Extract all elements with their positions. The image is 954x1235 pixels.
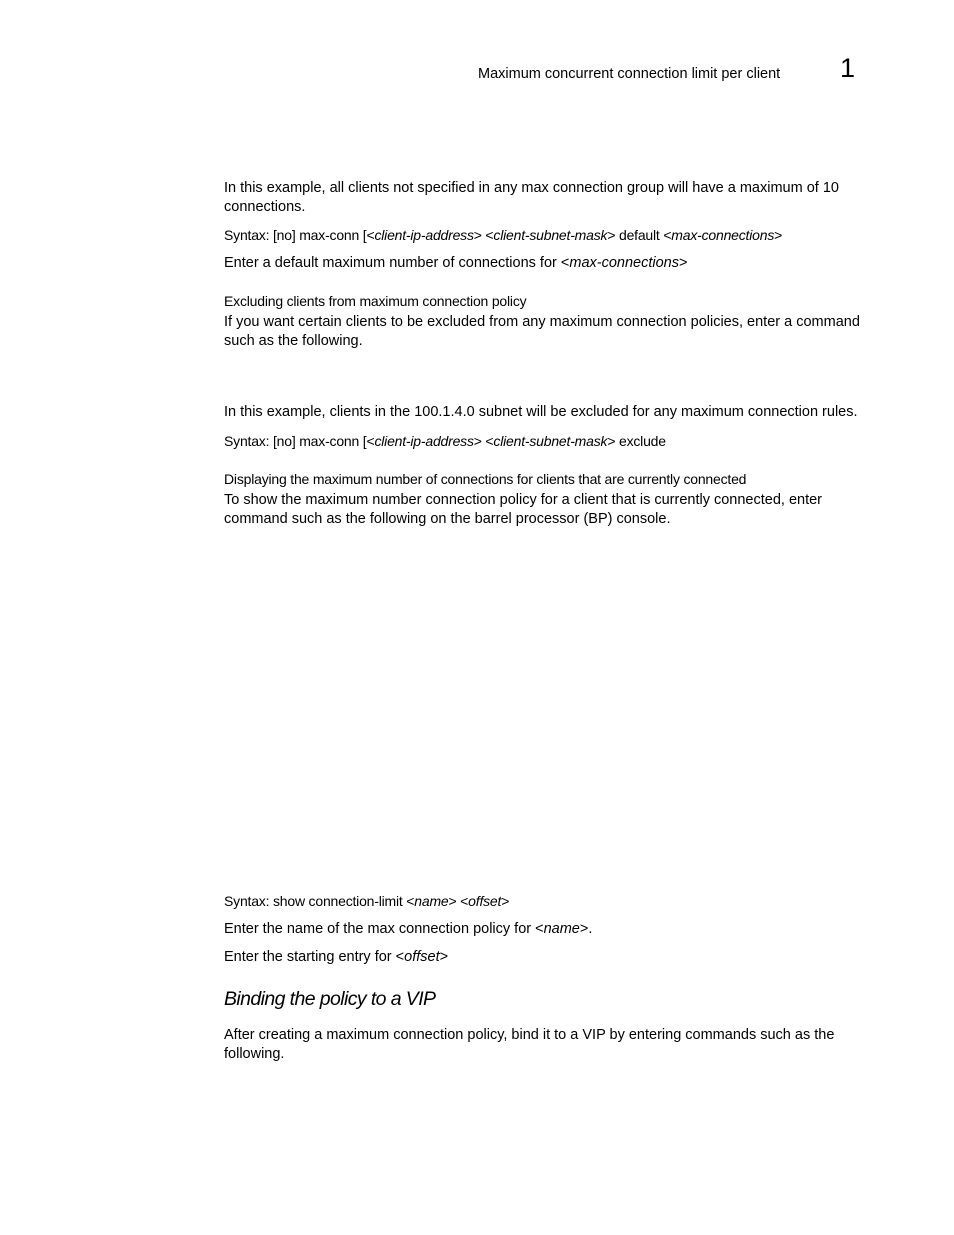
paragraph-offset [224,948,874,967]
syntax-arg-client-ip: client-ip-address [374,227,474,243]
paragraph-excluding: If you want certain clients to be excluded from any maximum connection policies, enter a command such as the following. [224,314,860,349]
syntax-sep: < [659,227,672,243]
syntax-sep: > [607,433,619,449]
syntax-keyword-exclude: exclude [618,433,666,449]
syntax-default [224,226,874,245]
chapter-number: 1 [840,53,856,83]
arg: offset [404,949,440,965]
syntax-sep: > [607,227,619,243]
subheading-displaying: Displaying the maximum number of connections for clients that are currently connected [224,471,747,487]
syntax-sep: > [501,893,510,909]
arg: max-connections [569,255,679,271]
text: > [439,949,449,965]
syntax-arg-max-connections: max-connections [671,227,775,243]
syntax-arg-name: name [414,893,449,909]
text: Enter the name of the max connection policy for < [224,921,544,937]
syntax-exclude [224,432,874,451]
paragraph-enter-default [224,254,874,273]
paragraph-name [224,920,874,939]
text: >. [579,921,593,937]
syntax-prefix: Syntax: show connection-limit < [224,893,415,909]
text: > [678,255,688,271]
running-header-title: Maximum concurrent connection limit per client [478,66,781,82]
paragraph-binding: After creating a maximum connection policy, bind it to a VIP by entering commands such as the following. [224,1027,835,1062]
syntax-show [224,892,874,911]
syntax-arg-subnet-mask: client-subnet-mask [493,227,608,243]
syntax-arg-client-ip: client-ip-address [374,433,474,449]
syntax-arg-offset: offset [468,893,502,909]
syntax-sep: > < [473,227,494,243]
syntax-sep: > [774,227,783,243]
syntax-keyword-default: default [618,227,660,243]
paragraph-displaying: To show the maximum number connection policy for a client that is currently connected, enter command such as the following on the barrel processor (BP) console. [224,492,823,527]
paragraph-exclude-example: In this example, clients in the 100.1.4.0 subnet will be excluded for any maximum connection rules. [224,404,858,420]
text: Enter the starting entry for < [224,949,405,965]
paragraph-default-example: In this example, all clients not specified in any max connection group will have a maximum of 10 connections. [224,180,839,215]
arg: name [543,921,580,937]
syntax-sep: > < [473,433,494,449]
syntax-prefix: Syntax: [no] max-conn [< [224,227,375,243]
section-heading-binding: Binding the policy to a VIP [224,988,436,1010]
syntax-sep: > < [448,893,469,909]
syntax-arg-subnet-mask: client-subnet-mask [493,433,608,449]
subheading-excluding: Excluding clients from maximum connection policy [224,293,527,309]
syntax-prefix: Syntax: [no] max-conn [< [224,433,375,449]
text: Enter a default maximum number of connections for < [224,255,570,271]
